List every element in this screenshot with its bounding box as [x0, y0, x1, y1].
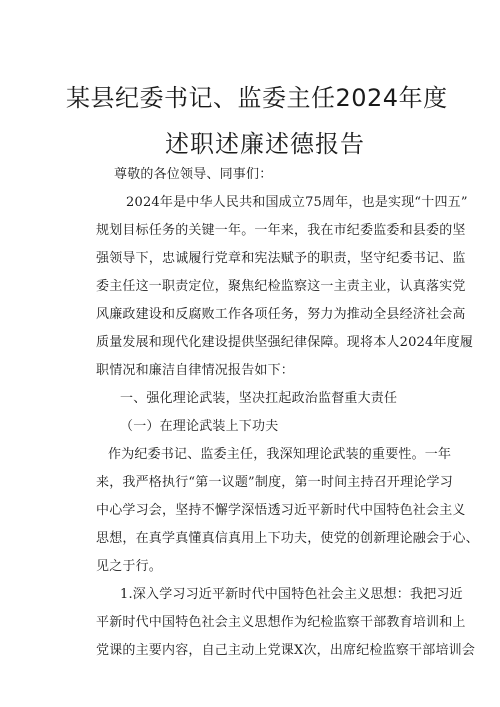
title-line-1: 某县纪委书记、监委主任2024年度 — [66, 84, 448, 112]
body-line: 规划目标任务的关键一年。一年来，我在市纪委监委和县委的坚 — [96, 223, 466, 238]
body-line: 见之于行。 — [96, 559, 163, 574]
subsection-heading: （一）在理论武装上下功夫 — [120, 419, 279, 434]
title-line-2: 述职述廉述德报告 — [165, 130, 365, 158]
body-line: 党课的主要内容，自己主动上党课X次，出席纪检监察干部培训会 — [96, 643, 476, 658]
body-line: 强领导下，忠诚履行党章和宪法赋予的职责，坚守纪委书记、监 — [96, 251, 466, 266]
body-line: 中心学习会，坚持不懈学深悟透习近平新时代中国特色社会主义 — [96, 503, 466, 518]
numbered-item: 1.深入学习习近平新时代中国特色社会主义思想：我把习近 — [120, 587, 463, 602]
body-line: 平新时代中国特色社会主义思想作为纪检监察干部教育培训和上 — [96, 615, 466, 630]
salutation: 尊敬的各位领导、同事们： — [114, 167, 273, 182]
body-line: 委主任这一职责定位，聚焦纪检监察这一主责主业，认真落实党 — [96, 279, 466, 294]
body-line: 风廉政建设和反腐败工作各项任务，努力为推动全县经济社会高 — [96, 307, 466, 322]
body-line: 质量发展和现代化建设提供坚强纪律保障。现将本人2024年度履 — [96, 335, 474, 350]
section-heading: 一、强化理论武装，坚决扛起政治监督重大责任 — [120, 391, 398, 406]
body-line: 思想，在真学真懂真信真用上下功夫，使党的创新理论融会于心、 — [96, 531, 479, 546]
body-line: 作为纪委书记、监委主任，我深知理论武装的重要性。一年 — [108, 447, 452, 462]
body-line: 职情况和廉洁自律情况报告如下： — [96, 363, 295, 378]
body-line: 来，我严格执行“第一议题”制度，第一时间主持召开理论学习 — [96, 475, 453, 490]
body-line: 2024年是中华人民共和国成立75周年，也是实现“十四五” — [126, 195, 468, 210]
